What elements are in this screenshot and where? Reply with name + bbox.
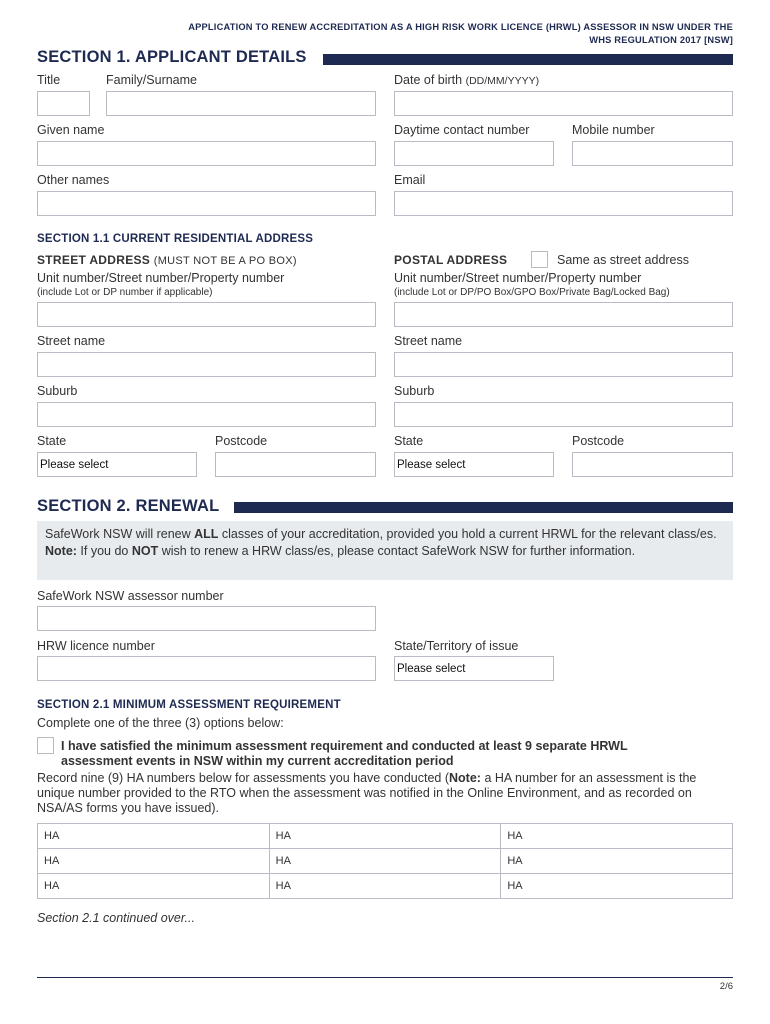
ha-cell[interactable]: HA — [38, 824, 270, 849]
section-1-1-heading: SECTION 1.1 CURRENT RESIDENTIAL ADDRESS — [37, 233, 314, 245]
ha-cell[interactable]: HA — [38, 874, 270, 899]
dob-format: (DD/MM/YYYY) — [465, 75, 540, 87]
table-row — [38, 824, 733, 849]
section-1-heading: SECTION 1. APPLICANT DETAILS — [37, 48, 307, 66]
state-label-right: State — [394, 434, 424, 448]
suburb-label-left: Suburb — [37, 384, 78, 398]
ha-cell[interactable]: HA — [501, 874, 733, 899]
unit-label-right: Unit number/Street number/Property number — [394, 271, 642, 285]
state-label-left: State — [37, 434, 67, 448]
daytime-label: Daytime contact number — [394, 123, 530, 137]
assessor-number-label: SafeWork NSW assessor number — [37, 589, 224, 603]
info-2d: wish to renew a HRW class/es, please contact SafeWork NSW for further information. — [158, 544, 636, 558]
info-1a: SafeWork NSW will renew — [45, 527, 195, 541]
postal-unit-field[interactable] — [394, 302, 733, 327]
assessor-number-field[interactable] — [37, 606, 376, 631]
ha-cell[interactable]: HA — [269, 849, 501, 874]
state-of-issue-label: State/Territory of issue — [394, 639, 519, 653]
renewal-info-box — [37, 521, 733, 580]
street-name-label-right: Street name — [394, 334, 463, 348]
surname-field[interactable] — [106, 91, 376, 116]
street-address-note: (MUST NOT BE A PO BOX) — [153, 255, 297, 267]
email-field[interactable] — [394, 191, 733, 216]
options-instruction: Complete one of the three (3) options below: — [37, 716, 284, 730]
street-name-label-left: Street name — [37, 334, 106, 348]
section-1-bar — [323, 54, 733, 65]
renewal-info-line-1 — [45, 526, 725, 543]
postal-state-select[interactable]: Please select — [394, 452, 554, 477]
option-1-line-2: assessment events in NSW within my current accreditation period — [61, 754, 454, 768]
section-2-bar — [234, 502, 733, 513]
ha-cell[interactable]: HA — [501, 849, 733, 874]
postcode-label-right: Postcode — [572, 434, 625, 448]
dob-label — [394, 73, 539, 87]
continued-note: Section 2.1 continued over... — [37, 911, 195, 925]
document-title-line-2: WHS REGULATION 2017 [NSW] — [589, 35, 733, 45]
postal-postcode-field[interactable] — [572, 452, 733, 477]
same-as-street-label: Same as street address — [557, 253, 690, 267]
surname-label: Family/Surname — [106, 73, 197, 87]
info-1b: ALL — [194, 527, 219, 541]
postal-street-name-field[interactable] — [394, 352, 733, 377]
other-names-field[interactable] — [37, 191, 376, 216]
given-name-field[interactable] — [37, 141, 376, 166]
dob-label-text: Date of birth — [394, 73, 463, 87]
info-2a: Note: — [45, 544, 77, 558]
footer-divider — [37, 977, 733, 978]
ha-cell[interactable]: HA — [269, 824, 501, 849]
option-1-line-1: I have satisfied the minimum assessment requirement and conducted at least 9 separate HRWL — [61, 739, 628, 753]
state-of-issue-select[interactable]: Please select — [394, 656, 554, 681]
record-ha-instruction — [37, 771, 727, 816]
record-a: Record nine (9) HA numbers below for assessments you have conducted ( — [37, 771, 450, 785]
other-names-label: Other names — [37, 173, 110, 187]
ha-cell[interactable]: HA — [38, 849, 270, 874]
table-row — [38, 849, 733, 874]
postal-address-title: POSTAL ADDRESS — [394, 253, 508, 267]
title-field[interactable] — [37, 91, 90, 116]
street-address-title — [37, 253, 297, 267]
street-suburb-field[interactable] — [37, 402, 376, 427]
postcode-label-left: Postcode — [215, 434, 268, 448]
page-number: 2/6 — [719, 981, 733, 992]
same-as-street-checkbox[interactable] — [531, 251, 548, 268]
ha-cell[interactable]: HA — [501, 824, 733, 849]
dob-field[interactable] — [394, 91, 733, 116]
document-title — [37, 21, 733, 47]
option-1-label — [61, 739, 733, 769]
ha-number-table — [37, 823, 733, 899]
record-b: Note: — [449, 771, 481, 785]
mobile-field[interactable] — [572, 141, 733, 166]
info-2c: NOT — [131, 544, 159, 558]
street-name-field[interactable] — [37, 352, 376, 377]
street-postcode-field[interactable] — [215, 452, 376, 477]
ha-cell[interactable]: HA — [269, 874, 501, 899]
hrw-licence-field[interactable] — [37, 656, 376, 681]
street-unit-field[interactable] — [37, 302, 376, 327]
unit-label-left: Unit number/Street number/Property number — [37, 271, 285, 285]
section-2-heading: SECTION 2. RENEWAL — [37, 497, 220, 515]
title-label: Title — [37, 73, 61, 87]
street-state-select[interactable]: Please select — [37, 452, 197, 477]
unit-sub-right: (include Lot or DP/PO Box/GPO Box/Private Bag/Locked Bag) — [394, 287, 670, 298]
option-1-checkbox[interactable] — [37, 737, 54, 754]
document-title-line-1: APPLICATION TO RENEW ACCREDITATION AS A HIGH RISK WORK LICENCE (HRWL) ASSESSOR IN NSW UNDER THE — [188, 22, 733, 32]
daytime-field[interactable] — [394, 141, 554, 166]
table-row — [38, 874, 733, 899]
renewal-info-line-2 — [45, 543, 725, 560]
info-2b: If you do — [76, 544, 132, 558]
street-address-title-text: STREET ADDRESS — [37, 253, 151, 267]
hrw-licence-label: HRW licence number — [37, 639, 155, 653]
given-name-label: Given name — [37, 123, 105, 137]
mobile-label: Mobile number — [572, 123, 655, 137]
email-label: Email — [394, 173, 426, 187]
postal-suburb-field[interactable] — [394, 402, 733, 427]
unit-sub-left: (include Lot or DP number if applicable) — [37, 287, 213, 298]
record-c: a HA number for an assessment is the unique number provided to the RTO when the assessment was notified in the Online Environment, and as recorded on NSA/AS forms you have issued). — [37, 771, 697, 815]
section-2-1-heading: SECTION 2.1 MINIMUM ASSESSMENT REQUIREMENT — [37, 699, 341, 711]
info-1c: classes of your accreditation, provided you hold a current HRWL for the relevant class/es. — [218, 527, 717, 541]
suburb-label-right: Suburb — [394, 384, 435, 398]
